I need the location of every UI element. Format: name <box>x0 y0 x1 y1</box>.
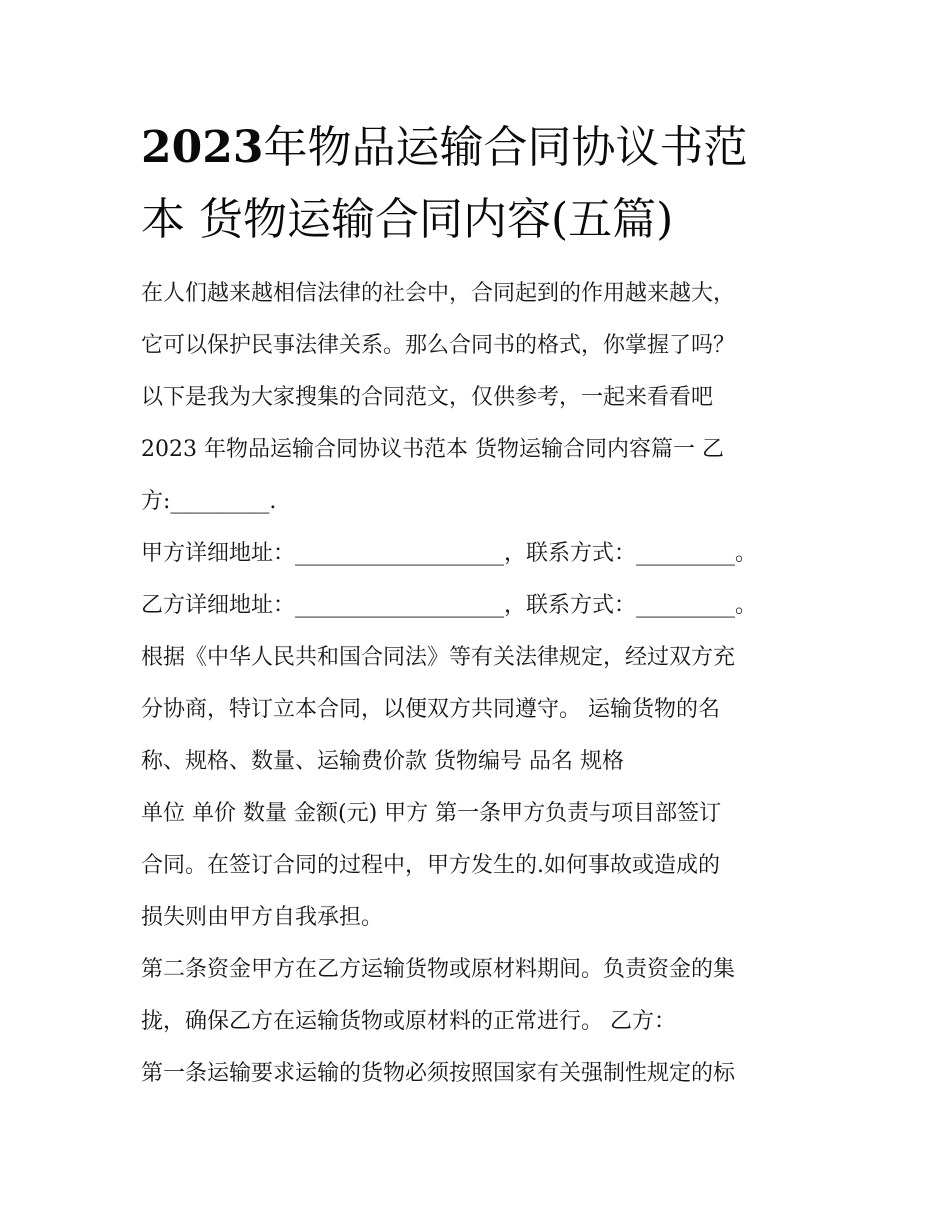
body-line: 2023 年物品运输合同协议书范本 货物运输合同内容篇一 乙 <box>141 437 724 462</box>
body-line: 根据《中华人民共和国合同法》等有关法律规定，经过双方充 <box>141 645 736 670</box>
body-line: 在人们越来越相信法律的社会中，合同起到的作用越来越大， <box>141 281 736 306</box>
title-line2-text: 本 货物运输合同内容(五篇) <box>141 194 674 245</box>
document-title <box>141 112 813 256</box>
document-body <box>141 268 813 1100</box>
body-line: 损失则由甲方自我承担。 <box>141 905 384 930</box>
body-line: 乙方详细地址：___________________，联系方式：_________。 <box>141 593 758 618</box>
body-line: 它可以保护民事法律关系。那么合同书的格式，你掌握了吗？ <box>141 333 736 358</box>
body-line: 甲方详细地址：___________________，联系方式：_________。 <box>141 541 758 566</box>
body-line: 合同。在签订合同的过程中，甲方发生的.如何事故或造成的 <box>141 853 720 878</box>
body-line: 方:_________. <box>141 489 277 514</box>
body-line: 拢，确保乙方在运输货物或原材料的正常进行。 乙方： <box>141 1009 676 1034</box>
body-line: 第一条运输要求运输的货物必须按照国家有关强制性规定的标 <box>141 1061 736 1086</box>
body-line: 称、规格、数量、运输费价款 货物编号 品名 规格 <box>141 749 624 774</box>
body-line: 单位 单价 数量 金额(元) 甲方 第一条甲方负责与项目部签订 <box>141 801 722 826</box>
title-line1-text: 年物品运输合同协议书范 <box>263 122 748 173</box>
body-line: 分协商，特订立本合同，以便双方共同遵守。 运输货物的名 <box>141 697 720 722</box>
title-year: 2023 <box>141 122 264 173</box>
body-line: 以下是我为大家搜集的合同范文，仅供参考，一起来看看吧 <box>141 385 714 410</box>
document-content <box>141 112 813 1100</box>
body-line: 第二条资金甲方在乙方运输货物或原材料期间。负责资金的集 <box>141 957 736 982</box>
